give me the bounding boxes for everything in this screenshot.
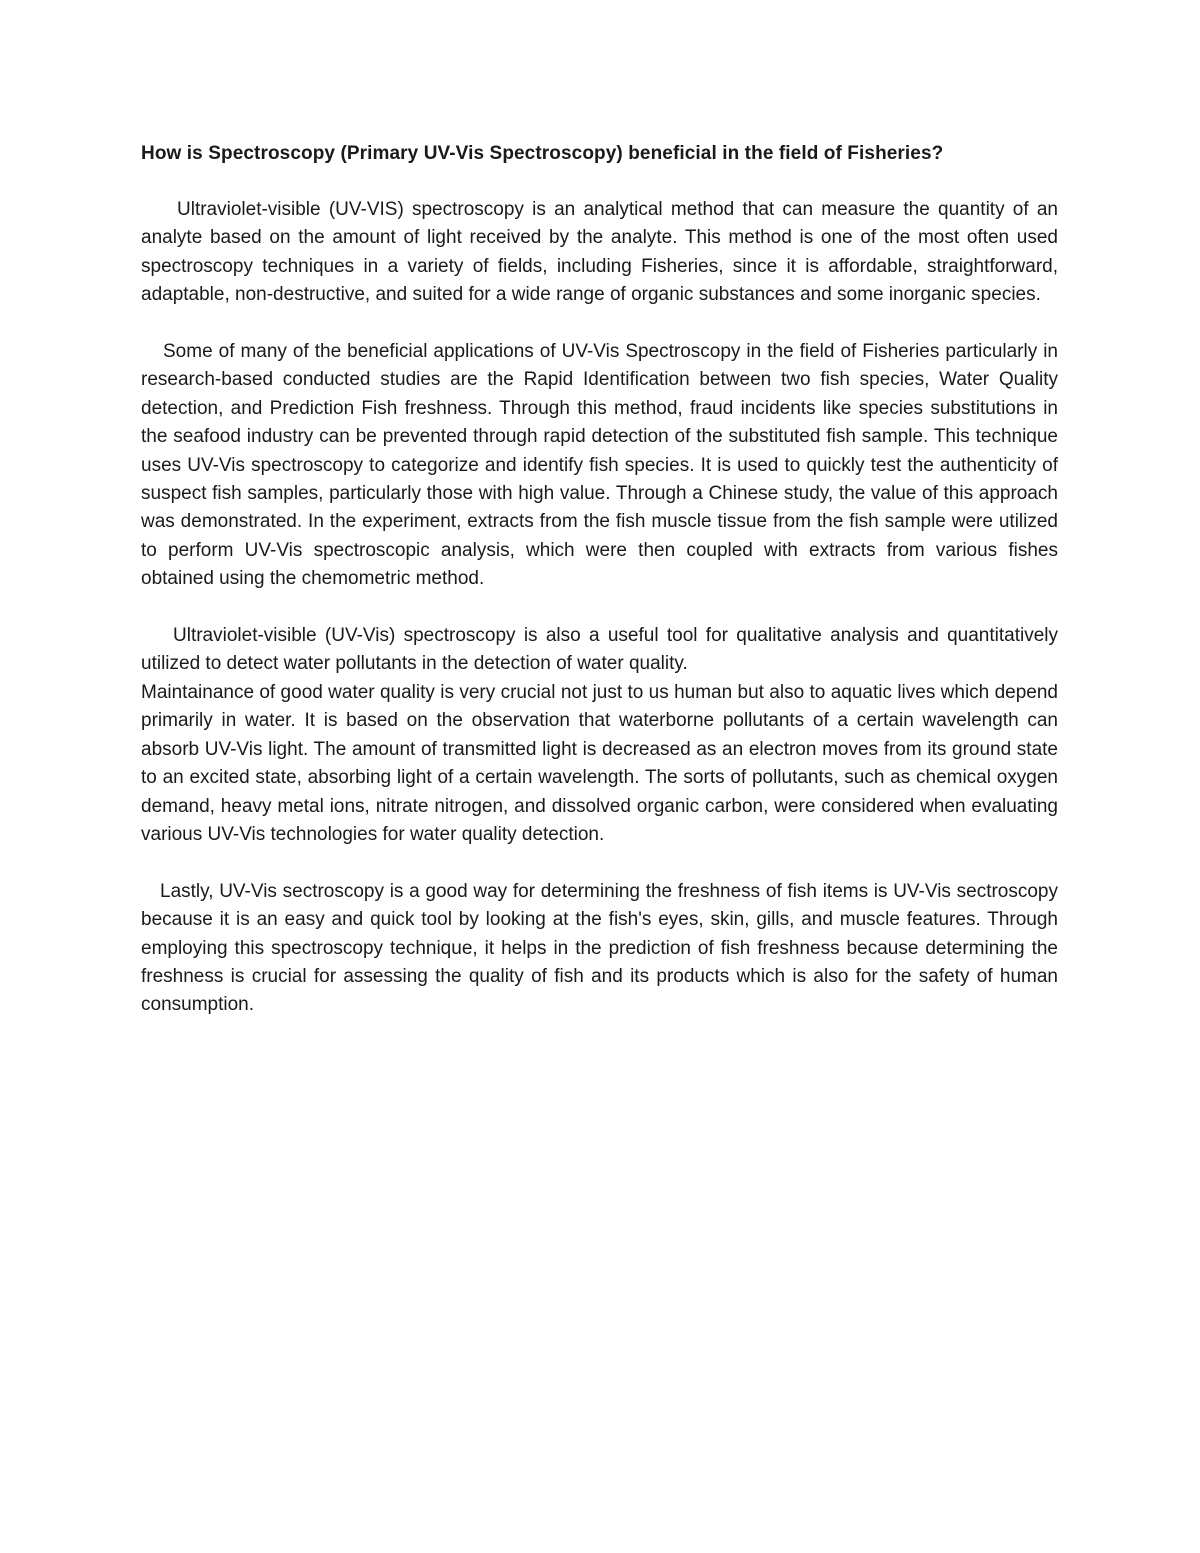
paragraph-freshness: Lastly, UV-Vis sectroscopy is a good way for determining the freshness of fish items is UV-Vis sectroscopy because it is an easy and quick tool by looking at the fish's eyes, skin, gills, and muscle features. Through employing this spectroscopy technique, it helps in the prediction of fish freshness because determining the freshness is crucial for assessing the quality of fish and its products which is also for the safety of human consumption.	[141, 880, 1058, 1016]
document-body	[141, 140, 1058, 1048]
paragraph-uv-vis-intro: Ultraviolet-visible (UV-VIS) spectroscopy is an analytical method that can measure the quantity of an analyte based on the amount of light received by the analyte. This method is one of the most often used spectroscopy techniques in a variety of fields, including Fisheries, since it is affordable, straightforward, adaptable, non-destructive, and suited for a wide range of organic substances and some inorganic species.	[141, 199, 1058, 306]
paragraph-water-quality	[141, 622, 1058, 849]
document-title: How is Spectroscopy (Primary UV-Vis Spectroscopy) beneficial in the field of Fisheries?	[141, 143, 944, 164]
paragraph-applications: Some of many of the beneficial applications of UV-Vis Spectroscopy in the field of Fisheries particularly in research-based conducted studies are the Rapid Identification between two fish species, Water Quality detection, and Prediction Fish freshness. Through this method, fraud incidents like species substitutions in the seafood industry can be prevented through rapid detection of the substituted fish sample. This technique uses UV-Vis spectroscopy to categorize and identify fish species. It is used to quickly test the authenticity of suspect fish samples, particularly those with high value. Through a Chinese study, the value of this approach was demonstrated. In the experiment, extracts from the fish muscle tissue from the fish sample were utilized to perform UV-Vis spectroscopic analysis, which were then coupled with extracts from various fishes obtained using the chemometric method.	[141, 341, 1058, 590]
paragraph-water-quality-continuation: Maintainance of good water quality is very crucial not just to us human but also to aquatic lives which depend primarily in water. It is based on the observation that waterborne pollutants of a certain wavelength can absorb UV-Vis light. The amount of transmitted light is decreased as an electron moves from its ground state to an excited state, absorbing light of a certain wavelength. The sorts of pollutants, such as chemical oxygen demand, heavy metal ions, nitrate nitrogen, and dissolved organic carbon, were considered when evaluating various UV-Vis technologies for water quality detection.	[141, 681, 1058, 845]
paragraph-water-quality-lead: Ultraviolet-visible (UV-Vis) spectroscopy is also a useful tool for qualitative analysis and quantitatively utilized to detect water pollutants in the detection of water quality.	[141, 625, 1058, 675]
